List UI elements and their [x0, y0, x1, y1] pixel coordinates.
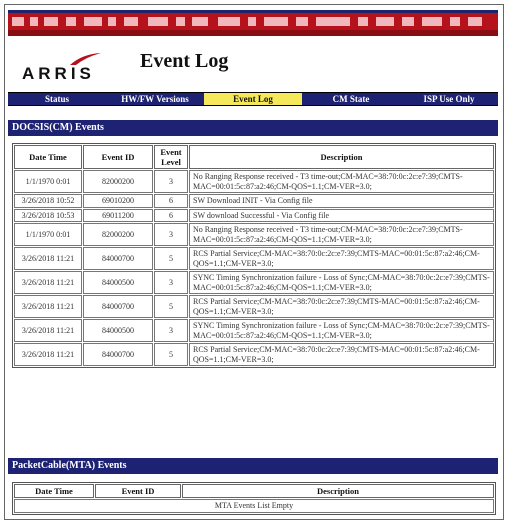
mta-section-title: PacketCable(MTA) Events: [8, 458, 498, 474]
table-row: [14, 343, 494, 366]
event-level: 6: [154, 209, 188, 223]
col-date-time: Date Time: [14, 145, 82, 169]
event-id: 69011200: [83, 209, 153, 223]
event-description: RCS Partial Service;CM-MAC=38:70:0c:2c:e7:39;CMTS-MAC=00:01:5c:87:a2:46;CM-QOS=1.1;CM-VER=3.0;: [189, 295, 494, 318]
table-row: [14, 319, 494, 342]
docsis-section-title: DOCSIS(CM) Events: [8, 120, 498, 136]
table-row: [14, 295, 494, 318]
event-id: 82000200: [83, 170, 153, 193]
mta-empty-message: MTA Events List Empty: [14, 499, 494, 513]
event-description: SYNC Timing Synchronization failure - Loss of Sync;CM-MAC=38:70:0c:2c:e7:39;CMTS-MAC=00:01:5c:87:a2:46;CM-QOS=1.1;CM-VER=3.0;: [189, 271, 494, 294]
event-level: 3: [154, 271, 188, 294]
event-description: SW download Successful - Via Config file: [189, 209, 494, 223]
event-description: RCS Partial Service;CM-MAC=38:70:0c:2c:e7:39;CMTS-MAC=00:01:5c:87:a2:46;CM-QOS=1.1;CM-VER=3.0;: [189, 247, 494, 270]
table-row: [14, 271, 494, 294]
event-description: RCS Partial Service;CM-MAC=38:70:0c:2c:e7:39;CMTS-MAC=00:01:5c:87:a2:46;CM-QOS=1.1;CM-VER=3.0;: [189, 343, 494, 366]
page-header: [8, 38, 498, 92]
logo-text: ARRIS: [22, 64, 95, 83]
table-row: [14, 247, 494, 270]
col-event-id: Event ID: [95, 484, 181, 498]
nav-tab-event-log[interactable]: Event Log: [204, 93, 302, 105]
event-level: 5: [154, 247, 188, 270]
event-id: 69010200: [83, 194, 153, 208]
col-description: Description: [189, 145, 494, 169]
event-date-time: 1/1/1970 0:01: [14, 223, 82, 246]
event-description: SW Download INIT - Via Config file: [189, 194, 494, 208]
event-level: 5: [154, 295, 188, 318]
table-row: [14, 209, 494, 223]
docsis-events-table: [12, 143, 496, 368]
nav-tab-hw-fw-versions[interactable]: HW/FW Versions: [121, 94, 189, 104]
col-date-time: Date Time: [14, 484, 94, 498]
page-title: Event Log: [140, 50, 229, 72]
event-id: 84000500: [83, 319, 153, 342]
event-level: 3: [154, 223, 188, 246]
event-id: 84000700: [83, 343, 153, 366]
table-row: [14, 194, 494, 208]
event-id: 84000500: [83, 271, 153, 294]
event-level: 5: [154, 343, 188, 366]
event-level: 3: [154, 170, 188, 193]
event-description: No Ranging Response received - T3 time-out;CM-MAC=38:70:0c:2c:e7:39;CMTS-MAC=00:01:5c:87:a2:46;CM-QOS=1.1;CM-VER=3.0;: [189, 223, 494, 246]
event-date-time: 3/26/2018 10:53: [14, 209, 82, 223]
main-nav: [8, 92, 498, 106]
mta-events-table: [12, 482, 496, 515]
event-date-time: 3/26/2018 11:21: [14, 295, 82, 318]
event-id: 84000700: [83, 247, 153, 270]
event-date-time: 3/26/2018 11:21: [14, 247, 82, 270]
table-row: [14, 223, 494, 246]
event-level: 6: [154, 194, 188, 208]
nav-tab-status[interactable]: Status: [44, 94, 69, 104]
nav-tab-isp-use-only[interactable]: ISP Use Only: [423, 94, 475, 104]
event-id: 82000200: [83, 223, 153, 246]
event-date-time: 3/26/2018 10:52: [14, 194, 82, 208]
nav-tab-cm-state[interactable]: CM State: [332, 94, 370, 104]
col-event-id: Event ID: [83, 145, 153, 169]
brand-banner: [8, 10, 498, 36]
table-row: [14, 170, 494, 193]
event-date-time: 3/26/2018 11:21: [14, 319, 82, 342]
col-description: Description: [182, 484, 494, 498]
event-date-time: 1/1/1970 0:01: [14, 170, 82, 193]
event-description: No Ranging Response received - T3 time-out;CM-MAC=38:70:0c:2c:e7:39;CMTS-MAC=00:01:5c:87:a2:46;CM-QOS=1.1;CM-VER=3.0;: [189, 170, 494, 193]
event-description: SYNC Timing Synchronization failure - Loss of Sync;CM-MAC=38:70:0c:2c:e7:39;CMTS-MAC=00:01:5c:87:a2:46;CM-QOS=1.1;CM-VER=3.0;: [189, 319, 494, 342]
event-date-time: 3/26/2018 11:21: [14, 343, 82, 366]
event-level: 3: [154, 319, 188, 342]
event-date-time: 3/26/2018 11:21: [14, 271, 82, 294]
arris-logo: [22, 52, 132, 84]
event-id: 84000700: [83, 295, 153, 318]
col-event-level: Event Level: [154, 145, 188, 169]
